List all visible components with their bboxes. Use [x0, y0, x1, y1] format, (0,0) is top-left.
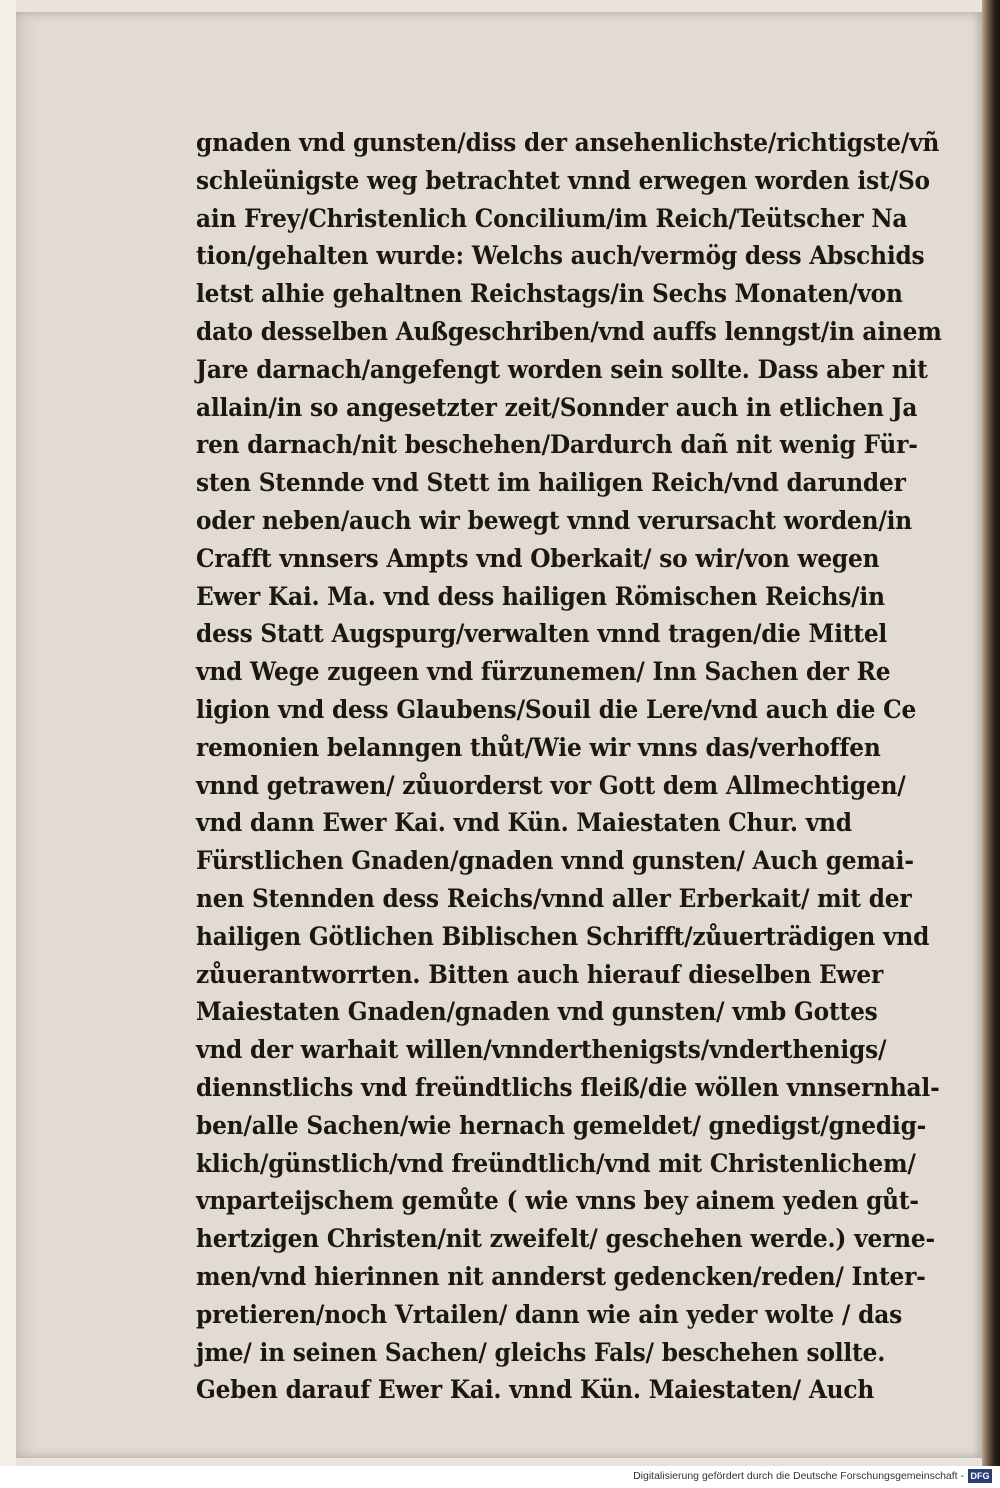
text-line: ren darnach/nit beschehen/Dardurch dañ nit wenig Für-	[196, 430, 918, 460]
footer-bar	[0, 1466, 1000, 1488]
text-line: Ewer Kai. Ma. vnd dess hailigen Römischen Reichs/in	[196, 581, 885, 611]
text-line: gnaden vnd gunsten/diss der ansehenlichste/richtigste/vñ	[196, 128, 940, 157]
text-line: Geben darauf Ewer Kai. vnnd Kün. Maiestaten/ Auch	[196, 1375, 875, 1405]
dfg-logo: DFG	[968, 1469, 992, 1483]
text-line: diennstlichs vnd freündtlichs fleiß/die wöllen vnnsernhal-	[196, 1072, 940, 1102]
text-line: ben/alle Sachen/wie hernach gemeldet/ gnedigst/gnedig-	[196, 1110, 927, 1140]
text-line: remonien belanngen thůt/Wie wir vnns das/verhoffen	[196, 732, 881, 762]
scan-left-margin	[0, 0, 16, 1466]
text-line: ligion vnd dess Glaubens/Souil die Lere/vnd auch die Ce	[196, 694, 917, 724]
text-line: Crafft vnnsers Ampts vnd Oberkait/ so wir/von wegen	[196, 543, 880, 573]
text-line: vnparteijschem gemůte ( wie vnns bey ainem yeden gůt-	[196, 1186, 919, 1216]
text-line: nen Stennden dess Reichs/vnnd aller Erberkait/ mit der	[196, 883, 912, 913]
text-line: vnnd getrawen/ zůuorderst vor Gott dem Allmechtigen/	[196, 770, 906, 800]
text-line: schleünigste weg betrachtet vnnd erwegen worden ist/So	[196, 165, 930, 195]
text-line: Maiestaten Gnaden/gnaden vnd gunsten/ vmb Gottes	[196, 997, 878, 1027]
text-line: dato desselben Außgeschriben/vnd auffs lenngst/in ainem	[196, 316, 942, 346]
text-line: allain/in so angesetzter zeit/Sonnder auch in etlichen Ja	[196, 392, 918, 422]
text-line: klich/günstlich/vnd freündtlich/vnd mit Christenlichem/	[196, 1148, 916, 1178]
text-line: vnd dann Ewer Kai. vnd Kün. Maiestaten Chur. vnd	[196, 808, 852, 838]
text-line: pretieren/noch Vrtailen/ dann wie ain yeder wolte / das	[196, 1299, 903, 1329]
text-line: Jare darnach/angefengt worden sein sollte. Dass aber nit	[196, 354, 928, 384]
text-line: vnd Wege zugeen vnd fürzunemen/ Inn Sachen der Re	[196, 657, 891, 687]
digitization-credit: Digitalisierung gefördert durch die Deutsche Forschungsgemeinschaft -	[633, 1470, 964, 1482]
text-line: sten Stennde vnd Stett im hailigen Reich/vnd darunder	[196, 468, 906, 498]
text-line: zůuerantworrten. Bitten auch hierauf dieselben Ewer	[196, 959, 884, 989]
text-line: jme/ in seinen Sachen/ gleichs Fals/ beschehen sollte.	[196, 1337, 886, 1367]
page-text-block	[196, 124, 986, 1409]
text-line: men/vnd hierinnen nit annderst gedencken/reden/ Inter-	[196, 1261, 926, 1291]
text-line: hertzigen Christen/nit zweifelt/ geschehen werde.) verne-	[196, 1224, 935, 1254]
text-line: Fürstlichen Gnaden/gnaden vnnd gunsten/ Auch gemai-	[196, 846, 914, 876]
text-line: vnd der warhait willen/vnnderthenigsts/vnderthenigs/	[196, 1035, 887, 1065]
text-line: ain Frey/Christenlich Concilium/im Reich/Teütscher Na	[196, 203, 908, 233]
text-line: dess Statt Augspurg/verwalten vnnd tragen/die Mittel	[196, 619, 888, 649]
text-line: letst alhie gehaltnen Reichstags/in Sechs Monaten/von	[196, 279, 903, 309]
text-line: hailigen Götlichen Biblischen Schrifft/zůuerträdigen vnd	[196, 921, 930, 951]
text-line: tion/gehalten wurde: Welchs auch/vermög dess Abschids	[196, 241, 925, 271]
text-line: oder neben/auch wir bewegt vnnd verursacht worden/in	[196, 505, 913, 535]
